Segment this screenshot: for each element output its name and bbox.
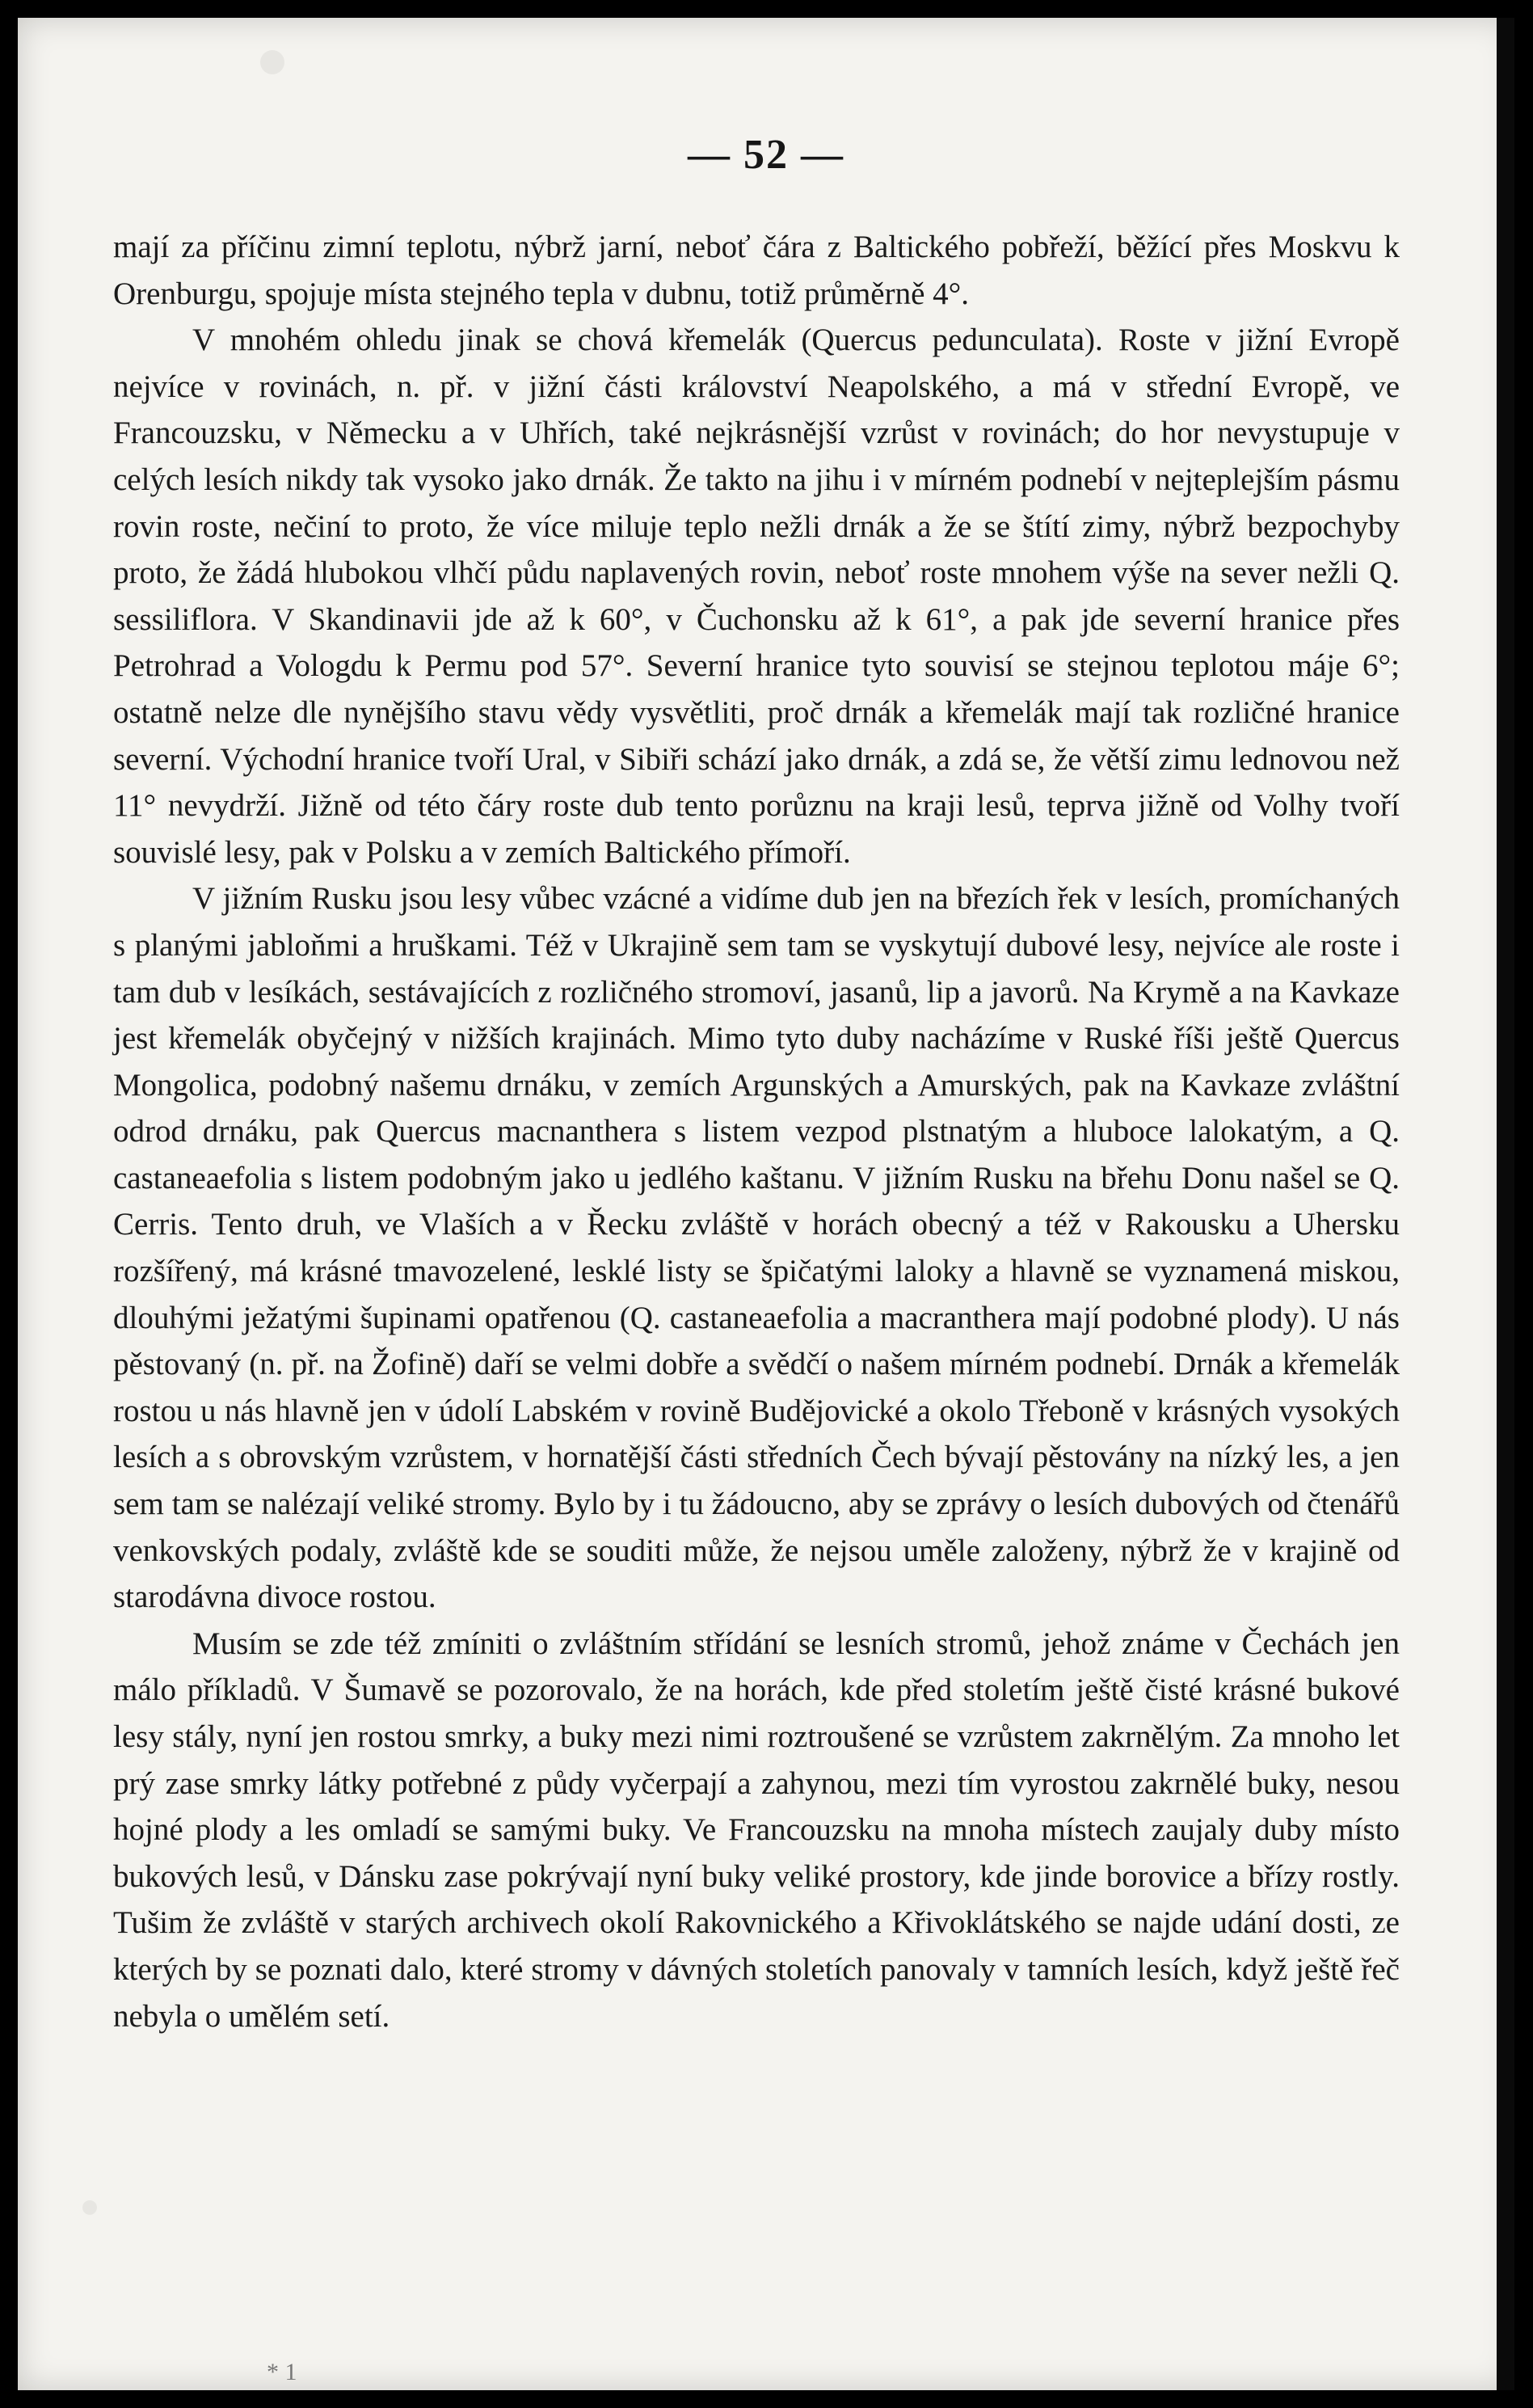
page-edge: [1497, 18, 1514, 2390]
paragraph: Musím se zde též zmíniti o zvláštním střídání se lesních stromů, jehož známe v Čechách jen málo příkladů. V Šumavě se pozorovalo, že na horách, kde před stoletím ještě čisté krásné bukové lesy stály, nyní jen rostou smrky, a buky mezi nimi roztroušené se vzrůstem zakrnělým. Za mnoho let prý zase smrky látky potřebné z půdy vyčerpají a zahynou, mezi tím vyrostou zakrnělé buky, nesou hojné plody a les omladí se samými buky. Ve Francouzsku na mnoha místech zaujaly duby místo bukových lesů, v Dánsku zase pokrývají nyní buky veliké prostory, kde jinde borovice a břízy rostly. Tušim že zvláště v starých archivech okolí Rakovnického a Křivoklátského se najde udání dosti, ze kterých by se poznati dalo, které stromy v dávných stoletích panovaly v tamních lesích, když ještě řeč nebyla o umělém setí.: [113, 1626, 1400, 2034]
scan-blemish: [260, 50, 284, 74]
page-number: — 52 —: [688, 132, 844, 178]
paragraph: V jižním Rusku jsou lesy vůbec vzácné a vidíme dub jen na březích řek v lesích, promíchaných s planými jabloňmi a hruškami. Též v Ukrajině sem tam se vyskytují dubové lesy, nejvíce ale roste i tam dub v lesíkách, sestávajících z rozličného stromoví, jasanů, lip a javorů. Na Krymě a na Kavkaze jest křemelák obyčejný v nižších krajinách. Mimo tyto duby nacházíme v Ruské říši ještě Quercus Mongolica, podobný našemu drnáku, v zemích Argunských a Amurských, pak na Kavkaze zvláštní odrod drnáku, pak Quercus macnanthera s listem vezpod plstnatým a hluboce lalokatým, a Q. castaneaefolia s listem podobným jako u jedlého kaštanu. V jižním Rusku na břehu Donu našel se Q. Cerris. Tento druh, ve Vlaších a v Řecku zvláště v horách obecný a též v Rakousku a Uhersku rozšířený, má krásné tmavozelené, lesklé listy se špičatými laloky a hlavně se vyznamená miskou, dlouhými ježatými šupinami opatřenou (Q. castaneaefolia a macranthera mají podobné plody). U nás pěstovaný (n. př. na Žofině) daří se velmi dobře a svědčí o našem mírném podnebí. Drnák a křemelák rostou u nás hlavně jen v údolí Labském v rovině Budějovické a okolo Třeboně v krásných vysokých lesích a s obrovským vzrůstem, v hornatější části středních Čech bývají pěstovány na nízký les, a jen sem tam se nalézají veliké stromy. Bylo by i tu žádoucno, aby se zprávy o lesích dubových od čtenářů venkovských podaly, zvláště kde se souditi může, že nejsou uměle založeny, nýbrž že v krajině od starodávna divoce rostou.: [113, 881, 1400, 1615]
footnote-mark: * 1: [267, 2359, 297, 2385]
paragraph: V mnohém ohledu jinak se chová křemelák (Quercus pedunculata). Roste v jižní Evropě nejvíce v rovinách, n. př. v jižní části království Neapolského, a má v střední Evropě, ve Francouzsku, v Německu a v Uhřích, také nejkrásnější vzrůst v rovinách; do hor nevystupuje v celých lesích nikdy tak vysoko jako drnák. Že takto na jihu i v mírném podnebí v nejteplejším pásmu rovin roste, nečiní to proto, že více miluje teplo nežli drnák a že se štítí zimy, nýbrž bezpochyby proto, že žádá hlubokou vlhčí půdu naplavených rovin, neboť roste mnohem výše na sever nežli Q. sessiliflora. V Skandinavii jde až k 60°, v Čuchonsku až k 61°, a pak jde severní hranice přes Petrohrad a Vologdu k Permu pod 57°. Severní hranice tyto souvisí se stejnou teplotou máje 6°; ostatně nelze dle nynějšího stavu vědy vysvětliti, proč drnák a křemelák mají tak rozličné hranice severní. Východní hranice tvoří Ural, v Sibiři schází jako drnák, a zdá se, že větší zimu lednovou než 11° nevydrží. Jižně od této čáry roste dub tento porůznu na kraji lesů, teprva jižně od Volhy tvoří souvislé lesy, pak v Polsku a v zemích Baltického přímoří.: [113, 323, 1400, 870]
scanned-page: [18, 18, 1514, 2390]
paragraph: mají za příčinu zimní teplotu, nýbrž jarní, neboť čára z Baltického pobřeží, běžící přes Moskvu k Orenburgu, spojuje místa stejného tepla v dubnu, totiž průměrně 4°.: [113, 230, 1400, 311]
scan-blemish: [82, 2200, 97, 2215]
body-text: [113, 224, 1400, 2039]
